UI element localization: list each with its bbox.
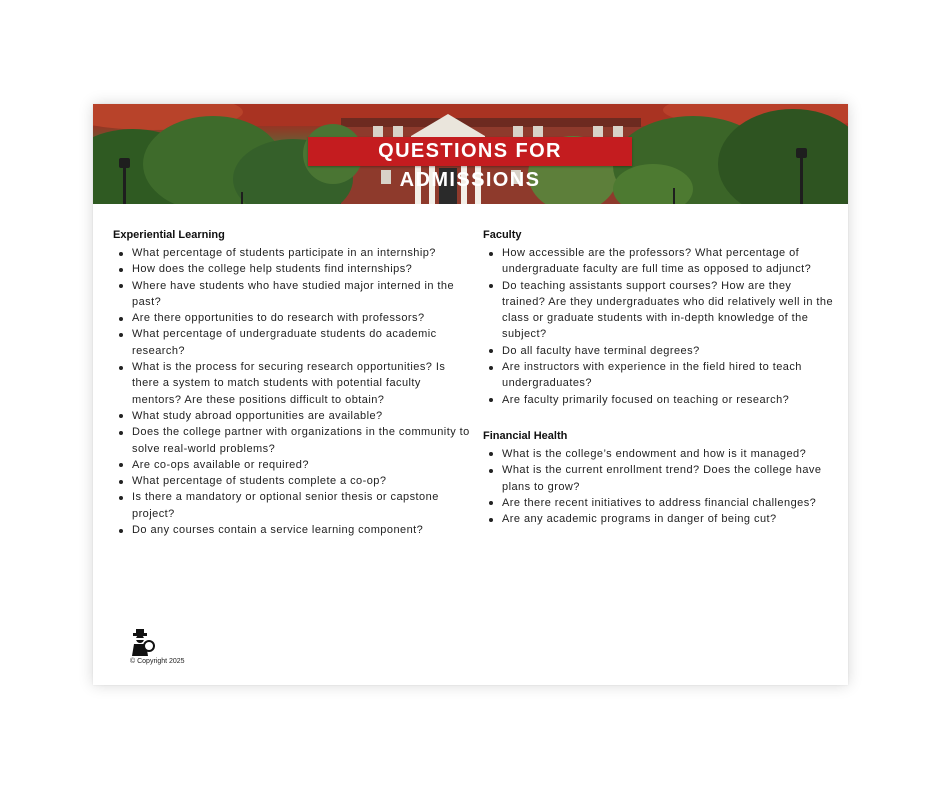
experiential-learning-section	[113, 227, 473, 538]
faculty-section	[483, 227, 838, 408]
list-item: Do teaching assistants support courses? How are they trained? Are they undergraduates who did relatively well in the class or graduate students with in-depth knowledge of the subject?	[502, 278, 838, 343]
banner-title: QUESTIONS FOR ADMISSIONS	[308, 137, 632, 166]
list-item: Are co-ops available or required?	[132, 457, 473, 473]
list-item: Does the college partner with organizations in the community to solve real-world problems?	[132, 424, 473, 457]
character-logo-icon	[130, 629, 156, 657]
list-item: Do any courses contain a service learning component?	[132, 522, 473, 538]
list-item: What percentage of students participate in an internship?	[132, 245, 473, 261]
list-item: Are any academic programs in danger of being cut?	[502, 511, 838, 527]
list-item: What study abroad opportunities are available?	[132, 408, 473, 424]
list-item: How does the college help students find internships?	[132, 261, 473, 277]
question-list	[483, 245, 838, 408]
header-banner-photo	[93, 104, 848, 204]
list-item: Are there opportunities to do research with professors?	[132, 310, 473, 326]
list-item: What percentage of students complete a co-op?	[132, 473, 473, 489]
financial-health-section	[483, 428, 838, 527]
section-title: Financial Health	[483, 429, 568, 442]
question-list	[483, 446, 838, 527]
section-title: Experiential Learning	[113, 229, 225, 241]
right-column	[483, 227, 838, 527]
section-title: Faculty	[483, 229, 522, 241]
question-list	[113, 245, 473, 538]
list-item: What is the current enrollment trend? Does the college have plans to grow?	[502, 462, 838, 495]
list-item: Are there recent initiatives to address financial challenges?	[502, 495, 838, 511]
list-item: Are faculty primarily focused on teaching or research?	[502, 392, 838, 408]
list-item: How accessible are the professors? What percentage of undergraduate faculty are full time as opposed to adjunct?	[502, 245, 838, 278]
document-page	[93, 104, 848, 685]
list-item: What is the process for securing research opportunities? Is there a system to match students with potential faculty mentors? Are these positions difficult to obtain?	[132, 359, 473, 408]
list-item: Are instructors with experience in the field hired to teach undergraduates?	[502, 359, 838, 392]
list-item: What is the college’s endowment and how is it managed?	[502, 446, 838, 462]
list-item: Where have students who have studied major interned in the past?	[132, 278, 473, 311]
list-item: Is there a mandatory or optional senior thesis or capstone project?	[132, 489, 473, 522]
copyright-text: © Copyright 2025	[130, 658, 185, 665]
list-item: Do all faculty have terminal degrees?	[502, 343, 838, 359]
list-item: What percentage of undergraduate students do academic research?	[132, 326, 473, 359]
